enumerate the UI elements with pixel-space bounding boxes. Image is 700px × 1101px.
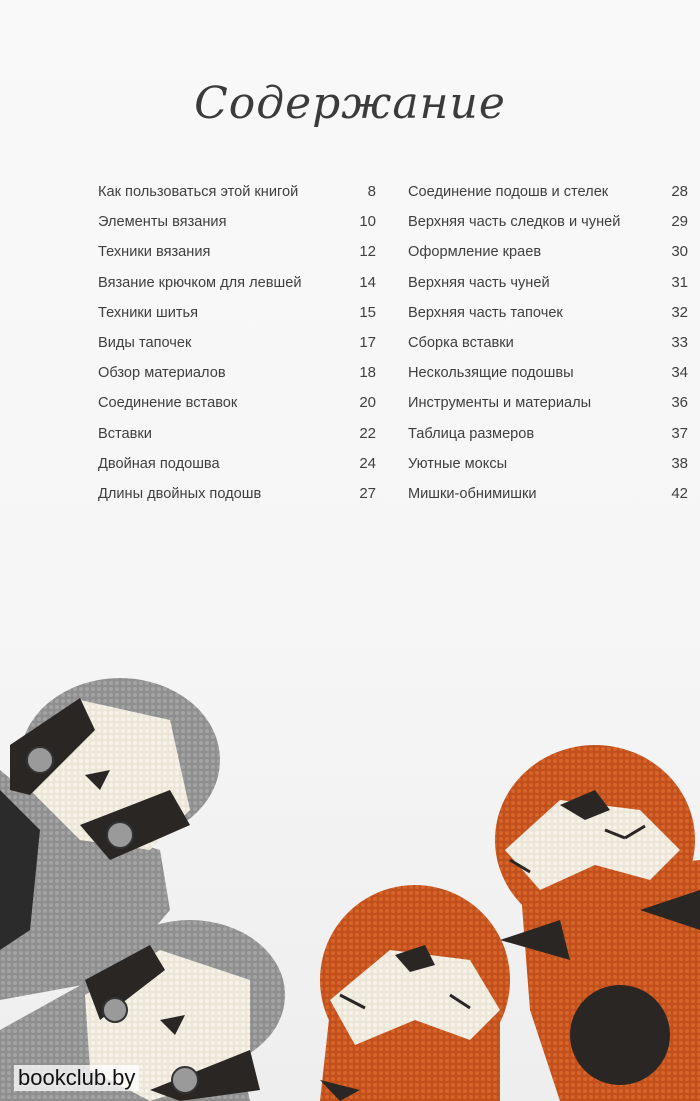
toc-entry-page: 32: [671, 303, 688, 321]
toc-entry: [408, 455, 688, 485]
toc-entry-page: 31: [671, 273, 688, 291]
toc-entry-title: Двойная подошва: [98, 455, 220, 472]
toc-entry: [98, 183, 376, 213]
toc-entry-title: Мишки-обнимишки: [408, 485, 537, 502]
toc-entry-page: 20: [359, 394, 376, 412]
toc-entry-title: Вставки: [98, 425, 152, 442]
toc-entry-title: Нескользящие подошвы: [408, 365, 574, 382]
toc-column-right: [408, 183, 688, 515]
toc-entry: [98, 364, 376, 394]
toc-entry-page: 36: [671, 394, 688, 412]
toc-entry: [408, 425, 688, 455]
toc-entry: [98, 425, 376, 455]
toc-entry-title: Виды тапочек: [98, 334, 192, 351]
toc-entry-page: 42: [671, 484, 688, 502]
toc-entry-title: Верхняя часть тапочек: [408, 304, 563, 321]
page-title: Содержание: [194, 78, 506, 129]
toc-entry-page: 14: [359, 273, 376, 291]
toc-entry: [408, 334, 688, 364]
toc-entry-title: Таблица размеров: [408, 425, 535, 442]
toc-entry-title: Техники шитья: [98, 304, 199, 321]
toc-entry-title: Техники вязания: [98, 244, 211, 261]
toc-entry: [408, 304, 688, 334]
toc-entry-title: Как пользоваться этой книгой: [98, 184, 299, 200]
toc-entry-page: 30: [671, 243, 688, 261]
toc-entry-title: Соединение вставок: [98, 395, 238, 412]
toc-entry: [408, 183, 688, 213]
toc-entry-page: 24: [359, 454, 376, 472]
toc-entry-page: 15: [359, 303, 376, 321]
toc-entry-page: 22: [359, 424, 376, 442]
toc-entry-page: 17: [359, 333, 376, 351]
watermark: bookclub.by: [14, 1065, 139, 1091]
toc-entry: [408, 243, 688, 273]
toc-column-left: [98, 183, 376, 515]
toc-entry: [408, 274, 688, 304]
toc-entry-title: Инструменты и материалы: [408, 395, 592, 412]
toc-entry-page: 12: [359, 243, 376, 261]
toc-entry: [98, 334, 376, 364]
toc-entry-page: 28: [671, 183, 688, 200]
toc-entry-page: 27: [359, 484, 376, 502]
toc-entry-title: Соединение подошв и стелек: [408, 184, 609, 200]
toc-entry-title: Обзор материалов: [98, 365, 226, 382]
toc-entry-page: 10: [359, 213, 376, 231]
fox-slipper-center: [320, 885, 510, 1101]
toc-entry: [98, 304, 376, 334]
toc-entry-title: Элементы вязания: [98, 214, 227, 231]
toc-entry: [408, 213, 688, 243]
toc-entry-page: 34: [671, 364, 688, 382]
toc-entry-page: 37: [671, 424, 688, 442]
toc-entry-title: Оформление краев: [408, 244, 542, 261]
crochet-slippers-photo: [0, 650, 700, 1101]
toc-entry-page: 38: [671, 454, 688, 472]
toc-entry: [408, 394, 688, 424]
toc-entry: [98, 274, 376, 304]
toc-entry-title: Уютные моксы: [408, 455, 508, 472]
toc-entry: [98, 455, 376, 485]
toc-entry-page: 29: [671, 213, 688, 231]
toc-entry: [98, 394, 376, 424]
toc-entry-title: Верхняя часть следков и чуней: [408, 214, 621, 231]
toc-entry-title: Верхняя часть чуней: [408, 274, 550, 291]
toc-entry-title: Вязание крючком для левшей: [98, 274, 302, 291]
toc-entry-page: 18: [359, 364, 376, 382]
fox-slipper-right: [495, 745, 700, 1101]
toc-entry: [408, 485, 688, 515]
toc-entry-page: 33: [671, 333, 688, 351]
toc-entry-title: Длины двойных подошв: [98, 485, 262, 502]
toc-entry: [98, 485, 376, 515]
toc-entry: [98, 213, 376, 243]
toc-entry-page: 8: [367, 183, 376, 200]
toc-entry: [98, 243, 376, 273]
toc-entry: [408, 364, 688, 394]
toc-entry-title: Сборка вставки: [408, 334, 514, 351]
